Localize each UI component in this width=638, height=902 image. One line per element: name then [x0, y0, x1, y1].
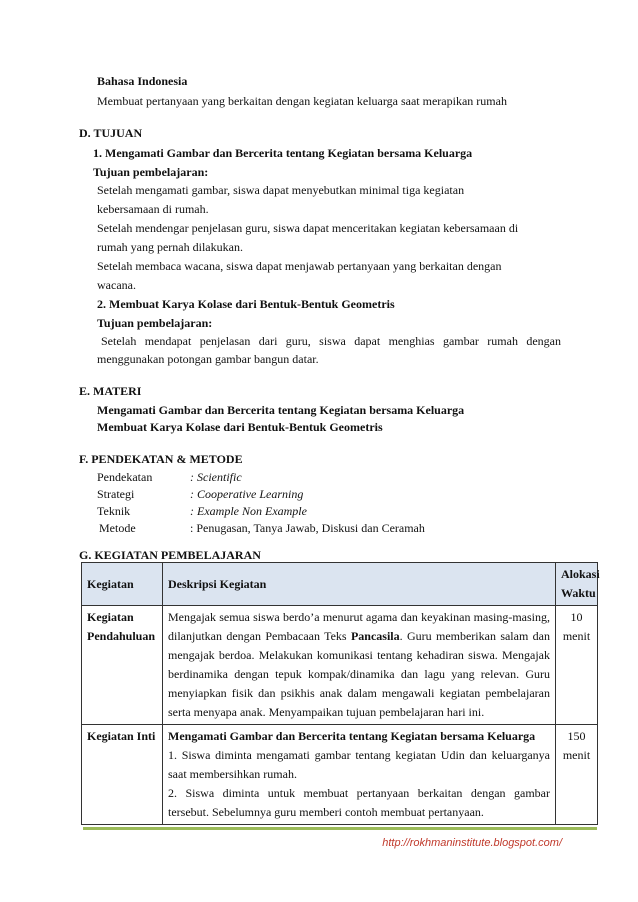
goal1-line: Setelah membaca wacana, siswa dapat menjawab pertanyaan yang berkaitan dengan: [97, 259, 502, 273]
desc-bold: Pancasila: [350, 629, 400, 643]
section-d-heading: D. TUJUAN: [79, 126, 143, 140]
goal1-line: kebersamaan di rumah.: [97, 202, 209, 216]
desc-step: 1. Siswa diminta mengamati gambar tentang kegiatan Udin dan keluarganya saat membersihkan rumah.: [168, 748, 550, 781]
goal1-text: [97, 181, 518, 295]
method-value: : Scientific: [190, 470, 242, 484]
goal2-line: Setelah mendapat penjelasan dari guru, siswa dapat menghias gambar rumah dengan: [101, 334, 561, 348]
activity-table: [81, 562, 598, 825]
method-value: : Example Non Example: [190, 504, 307, 518]
header-deskripsi: Deskripsi Kegiatan: [163, 563, 556, 606]
goal2-title: 2. Membuat Karya Kolase dari Bentuk-Bentuk Geometris: [97, 297, 395, 311]
method-label: Strategi: [97, 487, 135, 501]
row-deskripsi: [163, 606, 556, 725]
goal2-line: menggunakan potongan gambar bangun datar.: [97, 352, 319, 366]
section-g-heading: G. KEGIATAN PEMBELAJARAN: [79, 548, 261, 562]
goal1-line: Setelah mendengar penjelasan guru, siswa dapat menceritakan kegiatan kebersamaan di: [97, 221, 519, 235]
subject-text: Membuat pertanyaan yang berkaitan dengan kegiatan keluarga saat merapikan rumah: [97, 94, 507, 108]
method-label: Teknik: [97, 504, 131, 518]
goal1-line: Setelah mengamati gambar, siswa dapat menyebutkan minimal tiga kegiatan: [97, 183, 465, 197]
table-row: [82, 725, 598, 825]
time-unit: menit: [562, 748, 591, 762]
time-unit: menit: [562, 629, 591, 643]
row-deskripsi: [163, 725, 556, 825]
goal2-subheading: Tujuan pembelajaran:: [97, 316, 213, 330]
goal1-line: wacana.: [97, 278, 136, 292]
row-kegiatan: Kegiatan Pendahuluan: [82, 606, 163, 725]
method-label: Metode: [99, 521, 136, 535]
desc-step: 2. Siswa diminta untuk membuat pertanyaan berkaitan dengan gambar tersebut. Sebelumnya guru memberi contoh membuat pertanyaan.: [168, 786, 550, 819]
goal1-title: 1. Mengamati Gambar dan Bercerita tentang Kegiatan bersama Keluarga: [93, 146, 473, 160]
desc-text: Mengajak semua siswa berdo’a menurut agama dan keyakinan masing-masing, dilanjutkan dengan Pembacaan Teks: [168, 610, 550, 643]
footer-rule: [83, 827, 597, 830]
desc-title: Mengamati Gambar dan Bercerita tentang Kegiatan bersama Keluarga: [168, 729, 536, 743]
goal1-line: rumah yang pernah dilakukan.: [97, 240, 243, 254]
goal1-subheading: Tujuan pembelajaran:: [93, 165, 209, 179]
subject-heading: Bahasa Indonesia: [97, 74, 188, 88]
table-row: [82, 606, 598, 725]
desc-text: . Guru memberikan salam dan mengajak berdoa. Melakukan komunikasi tentang kehadiran siswa. Mengajak berdinamika dengan tepuk kompak/dinamika dan lagu yang relevan. Guru menyiapkan fisik dan psikhis anak dalam mengawali kegiatan pembelajaran serta menyapa anak. Menyampaikan tujuan pembelajaran hari ini.: [168, 629, 550, 719]
header-alokasi: Alokasi Waktu: [556, 563, 598, 606]
table-header-row: [82, 563, 598, 606]
method-label: Pendekatan: [97, 470, 153, 484]
materi-item: Mengamati Gambar dan Bercerita tentang Kegiatan bersama Keluarga: [97, 403, 465, 417]
method-value: : Cooperative Learning: [190, 487, 304, 501]
header-kegiatan: Kegiatan: [82, 563, 163, 606]
section-e-heading: E. MATERI: [79, 384, 142, 398]
footer-url[interactable]: http://rokhmaninstitute.blogspot.com/: [382, 837, 562, 849]
time-value: 150: [567, 729, 586, 743]
materi-item: Membuat Karya Kolase dari Bentuk-Bentuk Geometris: [97, 420, 383, 434]
time-value: 10: [570, 610, 583, 624]
method-value: : Penugasan, Tanya Jawab, Diskusi dan Ceramah: [190, 521, 425, 535]
row-alokasi: [556, 606, 598, 725]
row-alokasi: [556, 725, 598, 825]
row-kegiatan: Kegiatan Inti: [82, 725, 163, 825]
section-f-heading: F. PENDEKATAN & METODE: [79, 452, 243, 466]
